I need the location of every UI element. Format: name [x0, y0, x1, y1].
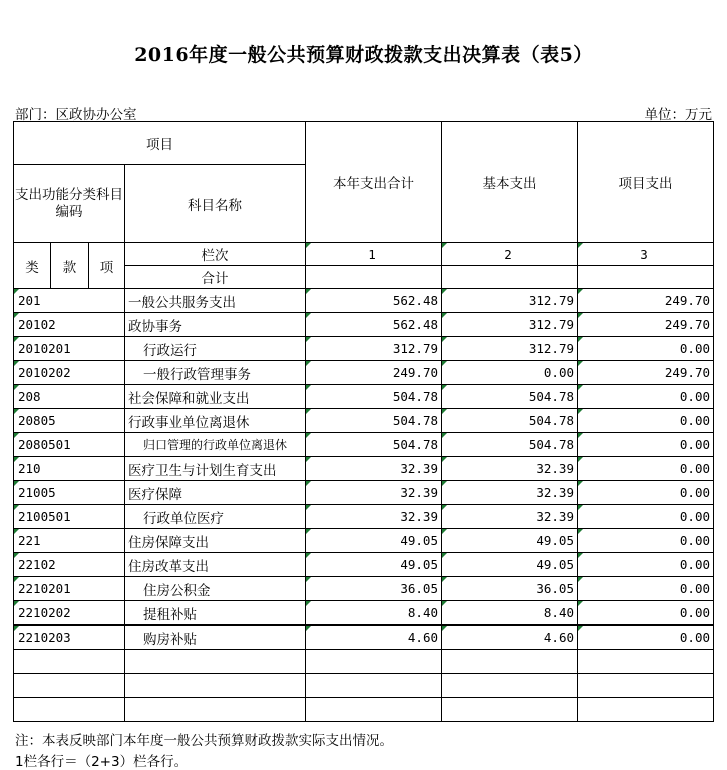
row-total: 32.39 — [306, 481, 442, 505]
row-basic: 312.79 — [442, 337, 578, 361]
row-total: 312.79 — [306, 337, 442, 361]
department-label: 部门：区政协办公室 — [15, 107, 137, 123]
row-basic: 32.39 — [442, 505, 578, 529]
footnote-1: 注：本表反映部门本年度一般公共预算财政拨款实际支出情况。 — [15, 733, 393, 749]
row-project: 249.70 — [578, 289, 714, 313]
column-index-2: 2 — [442, 243, 578, 266]
row-basic: 312.79 — [442, 313, 578, 337]
total-sum-cell — [306, 266, 442, 289]
row-code: 2080501 — [14, 433, 125, 457]
table-row — [14, 433, 714, 457]
row-basic: 4.60 — [442, 625, 578, 650]
row-basic: 32.39 — [442, 481, 578, 505]
table-row — [14, 505, 714, 529]
row-project: 0.00 — [578, 625, 714, 650]
row-total: 36.05 — [306, 577, 442, 601]
row-project: 249.70 — [578, 361, 714, 385]
row-project: 0.00 — [578, 577, 714, 601]
table-row — [14, 601, 714, 626]
row-total: 49.05 — [306, 529, 442, 553]
header-lei: 类 — [14, 243, 51, 289]
header-lanci: 栏次 — [125, 243, 306, 266]
row-name: 归口管理的行政单位离退休 — [125, 433, 306, 457]
project-sum-cell — [578, 266, 714, 289]
basic-sum-cell — [442, 266, 578, 289]
header-basic: 基本支出 — [442, 122, 578, 243]
empty-row — [14, 650, 714, 674]
column-index-1: 1 — [306, 243, 442, 266]
header-project: 项目支出 — [578, 122, 714, 243]
row-name: 购房补贴 — [125, 625, 306, 650]
row-basic: 0.00 — [442, 361, 578, 385]
table-row — [14, 409, 714, 433]
table-row — [14, 577, 714, 601]
row-code: 201 — [14, 289, 125, 313]
row-project: 0.00 — [578, 553, 714, 577]
footnote-2: 1栏各行＝（2+3）栏各行。 — [15, 754, 188, 770]
row-project: 0.00 — [578, 481, 714, 505]
row-code: 2210202 — [14, 601, 125, 626]
header-func-code: 支出功能分类科目编码 — [14, 165, 125, 243]
row-project: 0.00 — [578, 457, 714, 481]
row-basic: 504.78 — [442, 433, 578, 457]
row-total: 32.39 — [306, 505, 442, 529]
table-row — [14, 361, 714, 385]
row-total: 32.39 — [306, 457, 442, 481]
row-code: 2100501 — [14, 505, 125, 529]
row-total: 504.78 — [306, 433, 442, 457]
row-project: 249.70 — [578, 313, 714, 337]
header-subject-name: 科目名称 — [125, 165, 306, 243]
row-basic: 504.78 — [442, 409, 578, 433]
row-basic: 504.78 — [442, 385, 578, 409]
row-name: 政协事务 — [125, 313, 306, 337]
row-total: 504.78 — [306, 409, 442, 433]
row-total: 8.40 — [306, 601, 442, 626]
row-name: 一般行政管理事务 — [125, 361, 306, 385]
row-name: 提租补贴 — [125, 601, 306, 626]
row-basic: 49.05 — [442, 529, 578, 553]
row-project: 0.00 — [578, 529, 714, 553]
table-row — [14, 625, 714, 650]
row-total: 49.05 — [306, 553, 442, 577]
row-project: 0.00 — [578, 601, 714, 626]
row-project: 0.00 — [578, 409, 714, 433]
row-basic: 8.40 — [442, 601, 578, 626]
row-total: 562.48 — [306, 313, 442, 337]
row-code: 2210203 — [14, 625, 125, 650]
row-name: 行政事业单位离退休 — [125, 409, 306, 433]
table-row — [14, 529, 714, 553]
row-name: 行政单位医疗 — [125, 505, 306, 529]
row-total: 4.60 — [306, 625, 442, 650]
row-code: 2210201 — [14, 577, 125, 601]
row-basic: 312.79 — [442, 289, 578, 313]
row-total: 249.70 — [306, 361, 442, 385]
row-code: 20102 — [14, 313, 125, 337]
row-name: 住房公积金 — [125, 577, 306, 601]
header-item: 项目 — [14, 122, 306, 165]
row-code: 2010201 — [14, 337, 125, 361]
row-project: 0.00 — [578, 433, 714, 457]
row-code: 208 — [14, 385, 125, 409]
row-basic: 49.05 — [442, 553, 578, 577]
row-basic: 32.39 — [442, 457, 578, 481]
row-name: 医疗保障 — [125, 481, 306, 505]
row-code: 22102 — [14, 553, 125, 577]
row-project: 0.00 — [578, 385, 714, 409]
empty-row — [14, 674, 714, 698]
row-project: 0.00 — [578, 505, 714, 529]
table-row — [14, 553, 714, 577]
table-row — [14, 481, 714, 505]
row-code: 2010202 — [14, 361, 125, 385]
row-project: 0.00 — [578, 337, 714, 361]
row-name: 住房改革支出 — [125, 553, 306, 577]
column-index-3: 3 — [578, 243, 714, 266]
row-total: 504.78 — [306, 385, 442, 409]
row-name: 医疗卫生与计划生育支出 — [125, 457, 306, 481]
header-heji: 合计 — [125, 266, 306, 289]
row-name: 住房保障支出 — [125, 529, 306, 553]
table-row — [14, 289, 714, 313]
row-name: 行政运行 — [125, 337, 306, 361]
table-row — [14, 313, 714, 337]
row-total: 562.48 — [306, 289, 442, 313]
row-name: 一般公共服务支出 — [125, 289, 306, 313]
header-total: 本年支出合计 — [306, 122, 442, 243]
row-code: 21005 — [14, 481, 125, 505]
unit-label: 单位：万元 — [644, 107, 712, 123]
budget-table — [13, 121, 714, 722]
row-code: 20805 — [14, 409, 125, 433]
table-row — [14, 337, 714, 361]
row-code: 210 — [14, 457, 125, 481]
row-name: 社会保障和就业支出 — [125, 385, 306, 409]
header-kuan: 款 — [51, 243, 89, 289]
table-row — [14, 385, 714, 409]
report-title: 2016年度一般公共预算财政拨款支出决算表（表5） — [134, 44, 593, 66]
empty-row — [14, 698, 714, 722]
table-row — [14, 457, 714, 481]
row-code: 221 — [14, 529, 125, 553]
row-basic: 36.05 — [442, 577, 578, 601]
header-xiang: 项 — [89, 243, 125, 289]
